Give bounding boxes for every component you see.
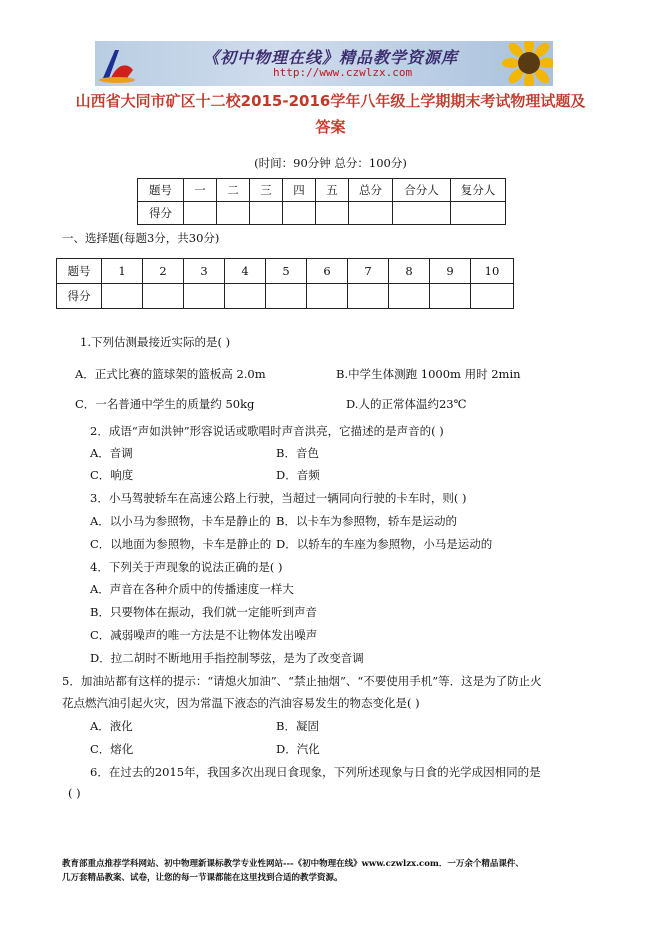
answer-cell xyxy=(266,284,307,309)
answer-header-cell: 5 xyxy=(266,259,307,284)
q3-option-a: A．以小马为参照物，卡车是静止的 xyxy=(90,514,271,528)
q3-option-b: B．以卡车为参照物，轿车是运动的 xyxy=(276,514,457,528)
q2-option-d: D．音频 xyxy=(276,468,320,482)
answer-header-cell: 8 xyxy=(389,259,430,284)
q2-option-c: C．响度 xyxy=(90,468,134,482)
q4-option-a: A．声音在各种介质中的传播速度一样大 xyxy=(90,582,294,596)
answer-header-cell: 7 xyxy=(348,259,389,284)
q4-option-d: D．拉二胡时不断地用手指控制琴弦，是为了改变音调 xyxy=(90,651,364,665)
q5-option-a: A．液化 xyxy=(90,719,133,733)
answer-cell xyxy=(471,284,514,309)
q4-option-b: B．只要物体在振动，我们就一定能听到声音 xyxy=(90,605,317,619)
section1-title: 一、选择题(每题3分，共30分) xyxy=(62,231,220,245)
score-cell xyxy=(250,202,283,225)
answer-header-cell: 10 xyxy=(471,259,514,284)
answer-cell xyxy=(307,284,348,309)
score-cell xyxy=(349,202,393,225)
question-6-line-2: ( ) xyxy=(68,786,81,800)
answer-cell xyxy=(225,284,266,309)
score-header-cell: 复分人 xyxy=(451,179,506,202)
question-6-line-1: 6．在过去的2015年，我国多次出现日食现象，下列所述现象与日食的光学成因相同的是 xyxy=(90,765,541,779)
score-cell xyxy=(393,202,451,225)
score-cell xyxy=(451,202,506,225)
sunflower-icon xyxy=(501,41,553,86)
q3-option-c: C．以地面为参照物，卡车是静止的 xyxy=(90,537,272,551)
score-table xyxy=(137,178,506,225)
score-header-cell: 四 xyxy=(283,179,316,202)
exam-info: (时间：90分钟 总分：100分) xyxy=(254,156,407,170)
question-3: 3．小马驾驶轿车在高速公路上行驶，当超过一辆同向行驶的卡车时，则( ) xyxy=(90,491,467,505)
banner-url[interactable]: http://www.czwlzx.com xyxy=(273,66,413,79)
score-header-cell: 题号 xyxy=(138,179,184,202)
score-cell xyxy=(283,202,316,225)
answer-table-header-row xyxy=(57,259,514,284)
question-5-line-2: 花点燃汽油引起火灾，因为常温下液态的汽油容易发生的物态变化是( ) xyxy=(62,696,420,710)
answer-cell xyxy=(389,284,430,309)
q3-option-d: D．以轿车的车座为参照物，小马是运动的 xyxy=(276,537,493,551)
answer-header-cell: 9 xyxy=(430,259,471,284)
score-table-score-row xyxy=(138,202,506,225)
answer-header-cell: 6 xyxy=(307,259,348,284)
score-header-cell: 三 xyxy=(250,179,283,202)
header-banner xyxy=(95,41,553,86)
answer-header-cell: 2 xyxy=(143,259,184,284)
score-header-cell: 合分人 xyxy=(393,179,451,202)
footer-line-2: 几万套精品教案、试卷，让您的每一节课都能在这里找到合适的教学资源。 xyxy=(62,873,343,883)
banner-title: 《初中物理在线》精品教学资源库 xyxy=(203,48,459,67)
q5-option-d: D．汽化 xyxy=(276,742,320,756)
score-cell xyxy=(184,202,217,225)
score-row-label: 得分 xyxy=(138,202,184,225)
answer-cell xyxy=(184,284,225,309)
answer-header-cell: 题号 xyxy=(57,259,102,284)
answer-header-cell: 4 xyxy=(225,259,266,284)
score-header-cell: 总分 xyxy=(349,179,393,202)
answer-header-cell: 1 xyxy=(102,259,143,284)
q1-option-c: C．一名普通中学生的质量约 50kg xyxy=(75,397,255,411)
score-header-cell: 五 xyxy=(316,179,349,202)
score-header-cell: 二 xyxy=(217,179,250,202)
question-5-line-1: 5．加油站都有这样的提示：“请熄火加油”、“禁止抽烟”、“不要使用手机”等．这是为了防止火 xyxy=(62,674,542,688)
answer-table-score-row xyxy=(57,284,514,309)
score-header-cell: 一 xyxy=(184,179,217,202)
q5-option-b: B．凝固 xyxy=(276,719,319,733)
score-table-header-row xyxy=(138,179,506,202)
score-cell xyxy=(316,202,349,225)
footer-line-1: 教育部重点推荐学科网站、初中物理新课标教学专业性网站---《初中物理在线》www.czwlzx.com．一万余个精品课件、 xyxy=(62,859,524,869)
answer-cell xyxy=(143,284,184,309)
answer-cell xyxy=(348,284,389,309)
question-1: 1.下列估测最接近实际的是( ) xyxy=(80,335,231,349)
title-line-1: 山西省大同市矿区十二校2015-2016学年八年级上学期期末考试物理试题及 xyxy=(75,92,586,110)
answer-cell xyxy=(430,284,471,309)
score-cell xyxy=(217,202,250,225)
question-2: 2．成语“声如洪钟”形容说话或歌唱时声音洪亮，它描述的是声音的( ) xyxy=(90,424,444,438)
site-logo-icon xyxy=(97,44,137,84)
q2-option-a: A．音调 xyxy=(90,446,133,460)
title-line-2: 答案 xyxy=(315,118,346,136)
q1-option-b: B.中学生体测跑 1000m 用时 2min xyxy=(336,367,521,381)
answer-row-label: 得分 xyxy=(57,284,102,309)
q1-option-d: D.人的正常体温约23℃ xyxy=(346,397,467,411)
answer-header-cell: 3 xyxy=(184,259,225,284)
answer-table xyxy=(56,258,514,309)
answer-cell xyxy=(102,284,143,309)
q1-option-a: A．正式比赛的篮球架的篮板高 2.0m xyxy=(75,367,266,381)
q2-option-b: B．音色 xyxy=(276,446,319,460)
page-footer xyxy=(62,857,524,885)
question-4: 4．下列关于声现象的说法正确的是( ) xyxy=(90,560,283,574)
q5-option-c: C．熔化 xyxy=(90,742,134,756)
q4-option-c: C．减弱噪声的唯一方法是不让物体发出噪声 xyxy=(90,628,318,642)
document-title xyxy=(40,88,621,140)
